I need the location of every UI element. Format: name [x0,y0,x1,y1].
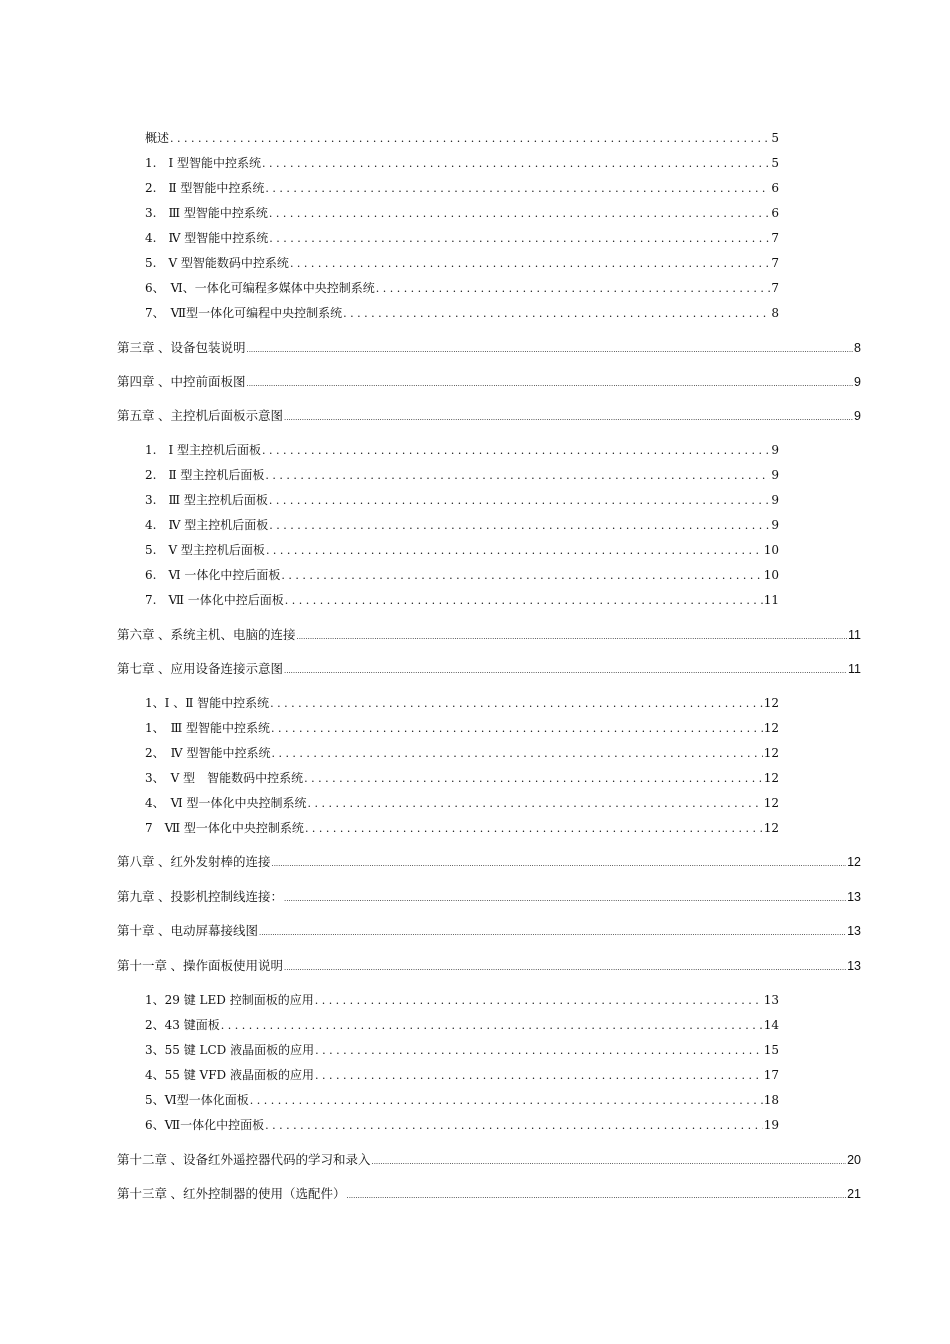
toc-entry-title: 5. Ⅴ 型智能数码中控系统 [145,256,289,270]
toc-leader-dots [315,1043,763,1057]
toc-entry-title: 6、Ⅶ一体化中控面板 [145,1118,265,1132]
toc-chapter[interactable] [117,956,861,974]
toc-entry-title: 4、 Ⅵ 型一体化中央控制系统 [145,796,307,810]
toc-entry-page: 12 [763,796,779,810]
toc-entry-page: 18 [763,1093,779,1107]
toc-leader-dots [284,959,846,973]
toc-chapter-page: 13 [847,924,861,938]
toc-entry[interactable] [145,491,779,509]
toc-entry-page: 9 [771,493,779,507]
toc-entry[interactable] [145,516,779,534]
toc-entry-title: 1、29 键 LED 控制面板的应用 [145,993,314,1007]
toc-entry-page: 12 [763,721,779,735]
toc-leader-dots [250,1093,763,1107]
toc-entry[interactable] [145,744,779,762]
toc-entry-page: 12 [763,771,779,785]
toc-entry-title: 3、 Ⅴ 型 智能数码中控系统 [145,771,304,785]
toc-leader-dots [266,543,763,557]
toc-entry-title: 2. Ⅱ 型智能中控系统 [145,181,265,195]
toc-leader-dots [262,443,770,457]
toc-leader-dots [271,855,846,869]
toc-leader-dots [285,593,763,607]
toc-chapter[interactable] [117,1184,861,1202]
toc-entry-title: 4. Ⅳ 型主控机后面板 [145,518,269,532]
toc-leader-dots [271,746,762,760]
toc-leader-dots [281,568,762,582]
toc-entry-title: 4. Ⅳ 型智能中控系统 [145,231,269,245]
toc-chapter-page: 11 [848,628,861,642]
toc-entry[interactable] [145,229,779,247]
toc-entry-title: 1. Ⅰ 型主控机后面板 [145,443,262,457]
toc-entry[interactable] [145,1016,779,1034]
toc-chapter-page: 21 [847,1187,861,1201]
toc-leader-dots [265,181,770,195]
toc-entry-page: 12 [763,696,779,710]
toc-entry-page: 14 [763,1018,779,1032]
toc-entry-title: 3、55 键 LCD 液晶面板的应用 [145,1043,315,1057]
toc-entry[interactable] [145,1091,779,1109]
toc-chapter-page: 12 [847,855,861,869]
toc-entry-title: 7. Ⅶ 一体化中控后面板 [145,593,284,607]
toc-chapter-page: 9 [854,375,861,389]
toc-chapter[interactable] [117,406,861,424]
toc-chapter[interactable] [117,659,861,677]
toc-entry-title: 5、Ⅵ型一体化面板 [145,1093,249,1107]
toc-leader-dots [246,375,853,389]
toc-entry-page: 13 [763,993,779,1007]
toc-entry-page: 19 [763,1118,779,1132]
toc-leader-dots [290,256,770,270]
toc-entry[interactable] [145,819,779,837]
toc-entry-title: 3. Ⅲ 型主控机后面板 [145,493,268,507]
toc-chapter-page: 8 [854,341,861,355]
toc-chapter-page: 13 [847,890,861,904]
toc-chapter[interactable] [117,1150,861,1168]
toc-entry-page: 17 [763,1068,779,1082]
toc-entry-page: 5 [771,156,779,170]
toc-entry[interactable] [145,1066,779,1084]
toc-entry[interactable] [145,179,779,197]
toc-leader-dots [308,796,763,810]
toc-entry[interactable] [145,466,779,484]
toc-entry[interactable] [145,991,779,1009]
toc-chapter-title: 第六章 、系统主机、电脑的连接 [117,628,296,642]
toc-chapter-title: 第十三章 、红外控制器的使用（选配件） [117,1187,346,1201]
toc-entry-page: 12 [763,746,779,760]
toc-entry[interactable] [145,694,779,712]
toc-leader-dots [270,696,763,710]
toc-leader-dots [315,993,763,1007]
toc-entry-page: 7 [771,256,779,270]
toc-leader-dots [269,518,770,532]
toc-chapter[interactable] [117,338,861,356]
toc-entry-page: 9 [771,468,779,482]
toc-chapter-page: 20 [847,1153,861,1167]
toc-entry-title: 1、 Ⅲ 型智能中控系统 [145,721,271,735]
toc-entry-page: 5 [771,131,779,145]
toc-leader-dots [265,468,770,482]
toc-entry-title: 2、43 键面板 [145,1018,220,1032]
toc-entry-page: 8 [771,306,779,320]
toc-leader-dots [305,821,763,835]
toc-chapter-page: 9 [854,409,861,423]
toc-entry-title: 7 Ⅶ 型一体化中央控制系统 [145,821,304,835]
toc-chapter[interactable] [117,372,861,390]
toc-leader-dots [284,662,847,676]
toc-leader-dots [315,1068,763,1082]
toc-entry-title: 1、Ⅰ 、Ⅱ 智能中控系统 [145,696,270,710]
toc-entry[interactable] [145,591,779,609]
toc-entry[interactable] [145,154,779,172]
toc-entry-title: 2、 Ⅳ 型智能中控系统 [145,746,271,760]
toc-chapter-page: 11 [848,662,861,676]
toc-chapter-title: 第九章 、投影机控制线连接： [117,890,283,904]
toc-leader-dots [284,890,846,904]
toc-chapter-title: 第七章 、应用设备连接示意图 [117,662,283,676]
toc-entry[interactable] [145,279,779,297]
toc-entry-page: 10 [763,568,779,582]
toc-entry-page: 7 [771,281,779,295]
toc-entry-page: 9 [771,518,779,532]
toc-chapter-page: 13 [847,959,861,973]
toc-entry-title: 7、 Ⅶ型一体化可编程中央控制系统 [145,306,343,320]
toc-entry[interactable] [145,254,779,272]
toc-chapter[interactable] [117,625,861,643]
toc-entry-page: 7 [771,231,779,245]
toc-entry-title: 6. Ⅵ 一体化中控后面板 [145,568,281,582]
toc-entry-page: 6 [771,206,779,220]
toc-chapter-title: 第五章 、主控机后面板示意图 [117,409,283,423]
toc-entry[interactable] [145,1041,779,1059]
toc-leader-dots [221,1018,763,1032]
toc-entry-page: 10 [763,543,779,557]
toc-leader-dots [265,1118,763,1132]
toc-entry-title: 概述 [145,131,170,145]
toc-leader-dots [246,341,853,355]
toc-leader-dots [371,1153,846,1167]
toc-chapter[interactable] [117,852,861,870]
toc-entry[interactable] [145,541,779,559]
toc-entry-title: 4、55 键 VFD 液晶面板的应用 [145,1068,314,1082]
toc-chapter-title: 第四章 、中控前面板图 [117,375,246,389]
toc-leader-dots [304,771,763,785]
toc-leader-dots [262,156,770,170]
toc-entry[interactable] [145,441,779,459]
toc-entry[interactable] [145,129,779,147]
toc-leader-dots [343,306,770,320]
toc-entry-page: 9 [771,443,779,457]
toc-leader-dots [170,131,770,145]
toc-entry-page: 12 [763,821,779,835]
toc-entry-page: 11 [763,593,779,607]
toc-leader-dots [346,1187,846,1201]
toc-leader-dots [259,924,846,938]
toc-chapter-title: 第八章 、红外发射棒的连接 [117,855,271,869]
toc-entry[interactable] [145,769,779,787]
toc-chapter-title: 第十章 、电动屏幕接线图 [117,924,258,938]
toc-entry[interactable] [145,204,779,222]
toc-entry-title: 6、 Ⅵ、一体化可编程多媒体中央控制系统 [145,281,375,295]
toc-leader-dots [284,409,853,423]
toc-entry[interactable] [145,566,779,584]
toc-leader-dots [269,231,770,245]
toc-leader-dots [271,721,763,735]
toc-leader-dots [269,206,771,220]
toc-entry-page: 15 [763,1043,779,1057]
toc-leader-dots [269,493,771,507]
toc-entry-title: 2. Ⅱ 型主控机后面板 [145,468,265,482]
toc-chapter-title: 第十一章 、操作面板使用说明 [117,959,283,973]
toc-leader-dots [296,628,847,642]
toc-entry[interactable] [145,719,779,737]
toc-entry-title: 1. Ⅰ 型智能中控系统 [145,156,262,170]
toc-entry[interactable] [145,304,779,322]
toc-entry[interactable] [145,794,779,812]
toc-entry-title: 3. Ⅲ 型智能中控系统 [145,206,268,220]
toc-leader-dots [376,281,771,295]
toc-chapter[interactable] [117,921,861,939]
toc-chapter-title: 第三章 、设备包装说明 [117,341,246,355]
toc-chapter[interactable] [117,887,861,905]
toc-entry-title: 5. Ⅴ 型主控机后面板 [145,543,265,557]
toc-entry[interactable] [145,1116,779,1134]
toc-entry-page: 6 [771,181,779,195]
toc-chapter-title: 第十二章 、设备红外遥控器代码的学习和录入 [117,1153,371,1167]
